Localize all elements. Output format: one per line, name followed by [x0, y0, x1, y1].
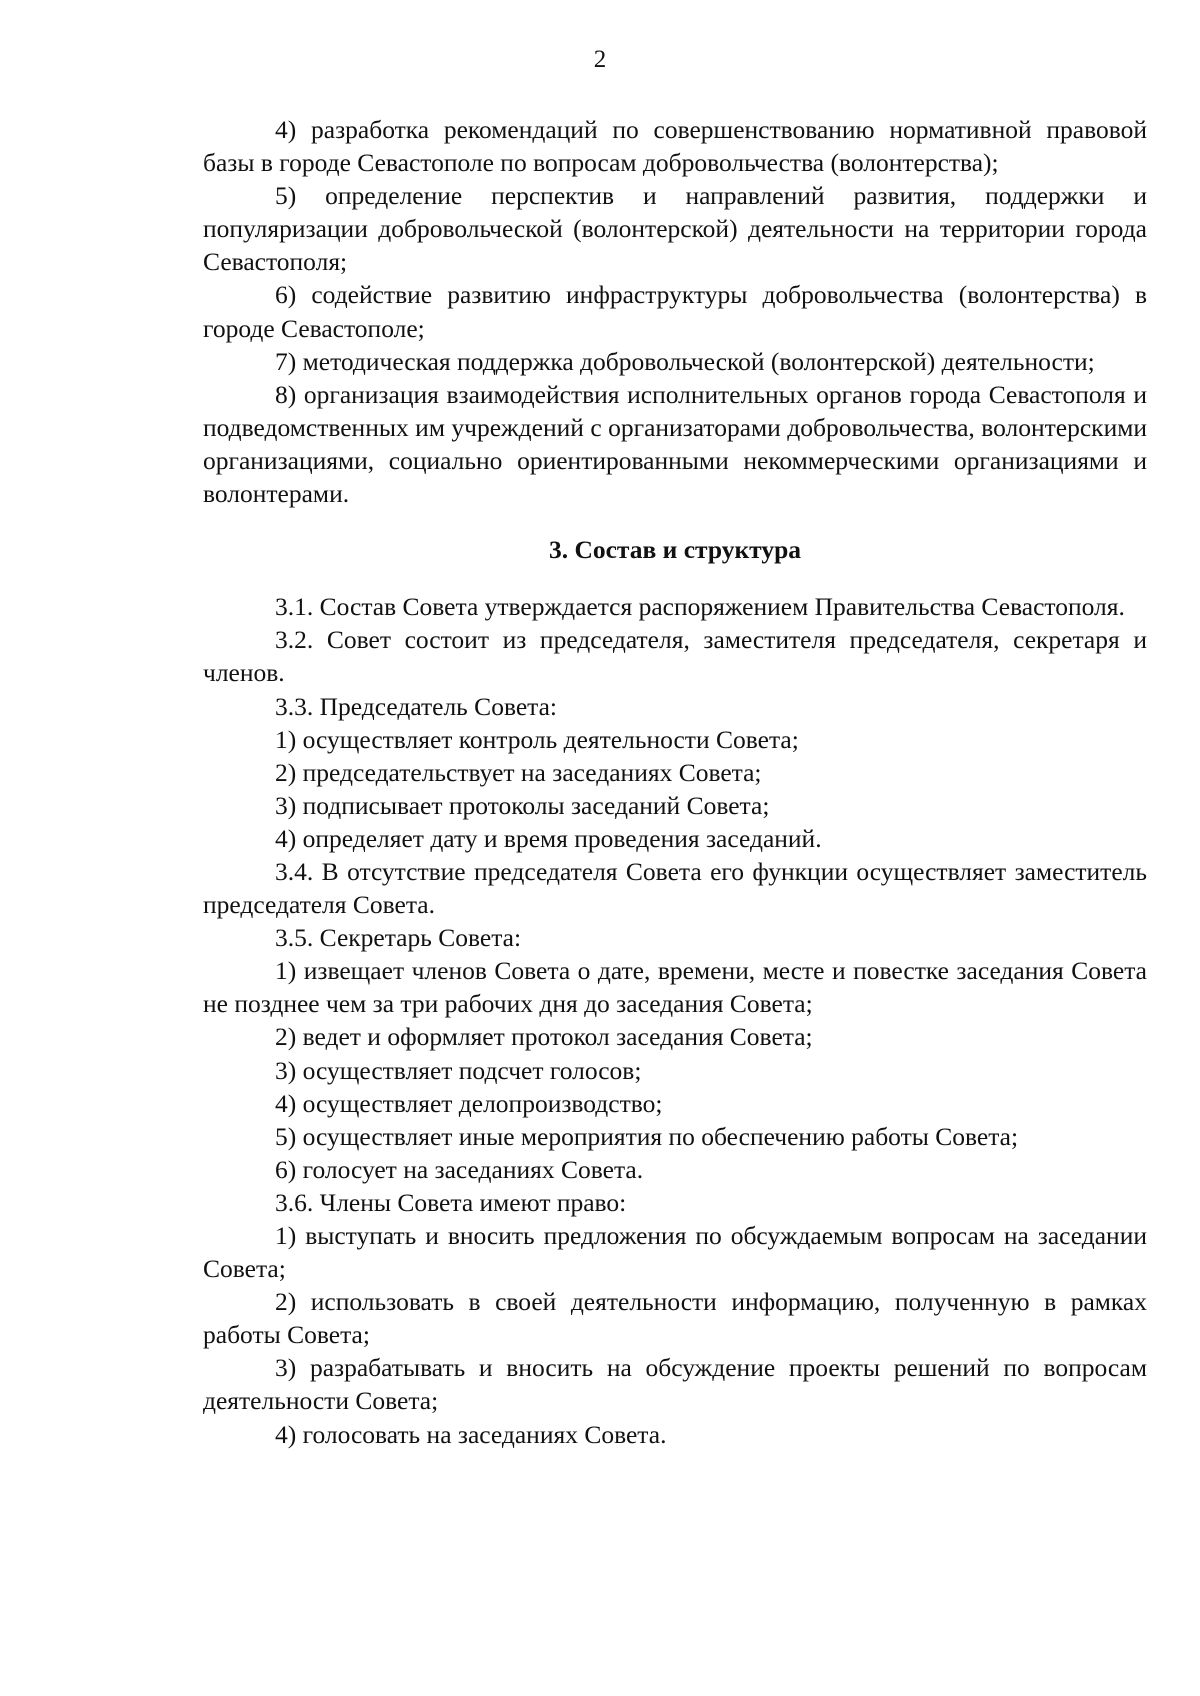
paragraph-item: 4) голосовать на заседаниях Совета.: [275, 1419, 667, 1449]
paragraph-item: 8) организация взаимодействия исполнительных органов города Севастополя и подведомственных им учреждений с организаторами добровольчества, волонтерскими организациями, социально ориентированными некоммерческими организациями и волонтерами.: [203, 379, 1147, 509]
paragraph-item: 2) председательствует на заседаниях Совета;: [275, 757, 762, 787]
paragraph-item: 3.2. Совет состоит из председателя, заместителя председателя, секретаря и членов.: [203, 625, 1147, 688]
paragraph-item: 3.5. Секретарь Совета:: [275, 923, 522, 953]
paragraph-item: 3.1. Состав Совета утверждается распоряжением Правительства Севастополя.: [275, 592, 1125, 622]
page-number: 2: [593, 46, 607, 73]
paragraph-item: 3) подписывает протоколы заседаний Совета;: [275, 790, 770, 820]
paragraph-item: 2) использовать в своей деятельности информацию, полученную в рамках работы Совета;: [203, 1287, 1147, 1350]
paragraph-item: 6) голосует на заседаниях Совета.: [275, 1154, 644, 1184]
paragraph-item: 3.4. В отсутствие председателя Совета его функции осуществляет заместитель председателя Совета.: [203, 856, 1147, 920]
section-heading: 3. Состав и структура: [548, 535, 802, 565]
paragraph-item: 4) разработка рекомендаций по совершенствованию нормативной правовой базы в городе Севастополе по вопросам добровольчества (волонтерства);: [203, 115, 1147, 178]
paragraph-item: 4) осуществляет делопроизводство;: [275, 1088, 663, 1118]
paragraph-item: 3.6. Члены Совета имеют право:: [275, 1187, 627, 1217]
paragraph-item: 4) определяет дату и время проведения заседаний.: [275, 823, 822, 853]
paragraph-item: 1) осуществляет контроль деятельности Совета;: [275, 724, 799, 754]
paragraph-item: 3.3. Председатель Совета:: [275, 691, 558, 721]
paragraph-item: 7) методическая поддержка добровольческой (волонтерской) деятельности;: [275, 346, 1095, 376]
paragraph-item: 1) извещает членов Совета о дате, времени, месте и повестке заседания Совета не позднее чем за три рабочих дня до заседания Совета;: [203, 956, 1147, 1019]
paragraph-item: 6) содействие развитию инфраструктуры добровольчества (волонтерства) в городе Севастополе;: [203, 280, 1147, 343]
paragraph-item: 5) определение перспектив и направлений развития, поддержки и популяризации добровольческой (волонтерской) деятельности на территории города Севастополя;: [203, 181, 1147, 277]
paragraph-item: 5) осуществляет иные мероприятия по обеспечению работы Совета;: [275, 1121, 1019, 1151]
paragraph-item: 3) осуществляет подсчет голосов;: [275, 1055, 642, 1085]
paragraph-item: 1) выступать и вносить предложения по обсуждаемым вопросам на заседании Совета;: [203, 1221, 1147, 1284]
document-body: [203, 113, 1147, 1451]
paragraph-item: 3) разрабатывать и вносить на обсуждение проекты решений по вопросам деятельности Совета;: [203, 1353, 1147, 1416]
paragraph-item: 2) ведет и оформляет протокол заседания Совета;: [275, 1022, 813, 1052]
